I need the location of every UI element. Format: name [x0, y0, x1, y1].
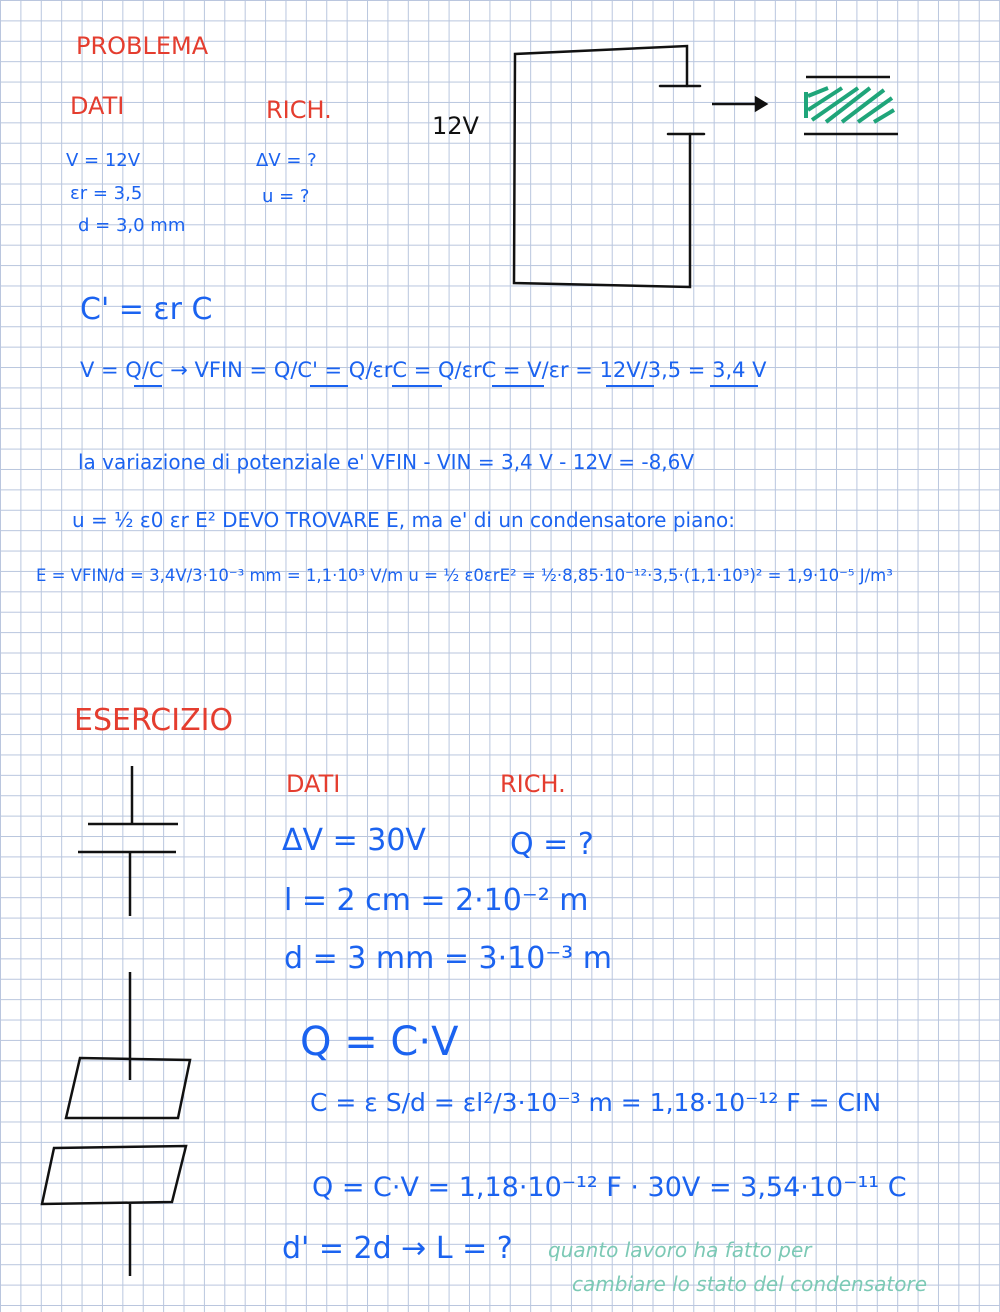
dielectric-hatch: [806, 88, 894, 122]
capacitor-symbol: [78, 766, 178, 916]
exercise-rich-label: RICH.: [500, 770, 566, 798]
exercise-step-2: C = ε S/d = εl²/3·10⁻³ m = 1,18·10⁻¹² F = CIN: [310, 1088, 882, 1117]
problem-step-5: E = VFIN/d = 3,4V/3·10⁻³ mm = 1,1·10³ V/m u = ½ ε0εrE² = ½·8,85·10⁻¹²·3,5·(1,1·10³)² = 1,9·10⁻⁵ J/m³: [36, 566, 893, 585]
exercise-rich-1: Q = ?: [510, 827, 594, 862]
problem-dati-1: V = 12V: [66, 150, 141, 171]
exercise-step-3: Q = C·V = 1,18·10⁻¹² F · 30V = 3,54·10⁻¹¹ C: [312, 1172, 907, 1203]
exercise-step-4: d' = 2d → L = ?: [282, 1231, 513, 1266]
problem-step-1: C' = εr C: [80, 292, 213, 327]
problem-step-4: u = ½ ε0 εr E² DEVO TROVARE E, ma e' di un condensatore piano:: [72, 508, 735, 532]
capacitor-with-dielectric: [804, 77, 898, 134]
problem-step-2: V = Q/C → VFIN = Q/C' = Q/εrC = Q/εrC = V/εr = 12V/3,5 = 3,4 V: [80, 358, 767, 382]
problem-dati-label: DATI: [70, 92, 125, 120]
exercise-note-1: quanto lavoro ha fatto per: [548, 1238, 812, 1262]
exercise-step-1: Q = C·V: [300, 1019, 459, 1065]
problem-rich-label: RICH.: [266, 96, 332, 124]
problem-dati-2: εr = 3,5: [70, 183, 143, 204]
problem-title: PROBLEMA: [76, 32, 209, 60]
circuit-diagram: [514, 46, 704, 287]
exercise-dati-label: DATI: [286, 770, 341, 798]
exercise-note-2: cambiare lo stato del condensatore: [572, 1272, 928, 1296]
parallel-plate-capacitor: [42, 972, 190, 1276]
exercise-title: ESERCIZIO: [74, 703, 234, 738]
problem-step-3: la variazione di potenziale e' VFIN - VIN = 3,4 V - 12V = -8,6V: [78, 450, 695, 474]
battery-label: 12V: [432, 112, 479, 140]
problem-rich-2: u = ?: [262, 186, 310, 207]
arrow-icon: [712, 98, 766, 110]
exercise-dati-1: ΔV = 30V: [282, 823, 426, 858]
problem-dati-3: d = 3,0 mm: [78, 215, 186, 236]
exercise-dati-3: d = 3 mm = 3·10⁻³ m: [284, 941, 612, 976]
exercise-dati-2: l = 2 cm = 2·10⁻² m: [284, 883, 589, 918]
problem-rich-1: ΔV = ?: [256, 150, 317, 171]
